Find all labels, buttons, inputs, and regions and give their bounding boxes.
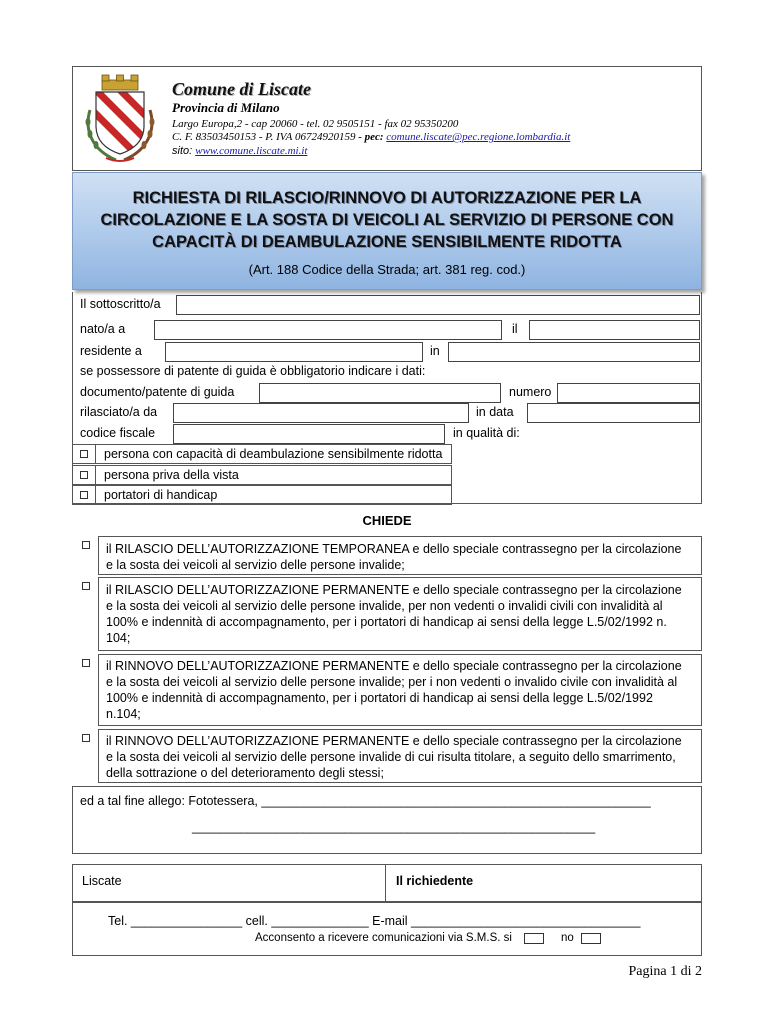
option-checkbox[interactable] [82,659,90,667]
website-line [172,145,307,157]
richiedente-label: Il richiedente [396,874,474,888]
numero-label: numero [509,385,552,399]
option-text [106,658,696,722]
qualita-label: portatori di handicap [104,488,218,502]
sms-no-checkbox[interactable] [581,933,601,944]
contact-box [72,902,702,956]
qualita-label: persona priva della vista [104,468,239,482]
residence-address-field[interactable] [448,342,700,362]
residente-label: residente a [80,344,142,358]
provincia-name: Provincia di Milano [172,100,280,115]
coat-of-arms-logo [80,74,160,164]
title-line-3: CAPACITÀ DI DEAMBULAZIONE SENSIBILMENTE RIDOTTA [152,233,622,251]
chiede-heading: CHIEDE [362,513,412,528]
documento-label: documento/patente di guida [80,385,235,399]
sottoscritto-field[interactable] [176,295,700,315]
pec-label: - pec: [355,131,387,143]
option-line: il RILASCIO DELL’AUTORIZZAZIONE PERMANENTE e dello speciale contrassegno per la circolazione [106,583,682,597]
option-line: e la sosta dei veicoli al servizio delle persone invalide di cui risulta titolare, a seguito dello smarrimento, [106,750,676,764]
qualita-checkbox[interactable] [80,450,88,458]
website-label: sito: [172,145,196,157]
numero-field[interactable] [557,383,700,403]
sms-yes-checkbox[interactable] [524,933,544,944]
option-line: il RINNOVO DELL’AUTORIZZAZIONE PERMANENTE e dello speciale contrassegno per la circolazione [106,734,682,748]
option-text [106,733,696,781]
option-line: e la sosta dei veicoli al servizio delle persone invalide; [106,558,405,572]
option-checkbox[interactable] [82,734,90,742]
option-line: il RINNOVO DELL’AUTORIZZAZIONE PERMANENTE e dello speciale contrassegno per la circolazione [106,659,682,673]
option-text [106,541,696,573]
sottoscritto-label: Il sottoscritto/a [80,297,161,311]
rilasciato-field[interactable] [173,403,469,423]
sms-consent-label: Acconsento a ricevere comunicazioni via S.M.S. si [255,932,512,944]
codice-fiscale-field[interactable] [173,424,445,444]
option-line: il RILASCIO DELL’AUTORIZZAZIONE TEMPORANEA e dello speciale contrassegno per la circolazione [106,542,682,556]
allego-line-2[interactable]: __________________________________________________________ [192,820,596,834]
nato-field[interactable] [154,320,502,340]
sms-no-label: no [561,932,574,944]
option-line: 104; [106,631,131,645]
option-line: 100% e indennità di accompagnamento, per i portatori di handicap ai sensi della legge L.5/02/1992 n. [106,615,667,629]
option-text [106,582,696,646]
issue-date-field[interactable] [527,403,700,423]
documento-field[interactable] [259,383,501,403]
option-checkbox[interactable] [82,541,90,549]
website-link[interactable]: www.comune.liscate.mi.it [195,145,308,157]
codice-fiscale-label: codice fiscale [80,426,156,440]
contact-line[interactable]: Tel. ________________ cell. ______________ E-mail _________________________________ [108,914,641,928]
pec-link[interactable]: comune.liscate@pec.regione.lombardia.it [386,131,571,143]
document-subtitle: (Art. 188 Codice della Strada; art. 381 reg. cod.) [248,262,526,277]
tax-line [172,131,570,143]
option-checkbox[interactable] [82,582,90,590]
option-line: della sottrazione o del deterioramento degli stessi; [106,766,384,780]
signature-box [72,864,702,902]
option-line: e la sosta dei veicoli al servizio delle persone invalide; per i non vedenti o invalido civile con invalidità al [106,675,678,689]
page-number: Pagina 1 di 2 [628,964,702,979]
in-label: in [430,344,440,358]
il-label: il [512,322,518,336]
in-data-label: in data [476,405,514,419]
patente-note: se possessore di patente di guida è obbligatorio indicare i dati: [80,364,426,378]
place-label: Liscate [82,874,122,888]
allego-line-1[interactable]: ed a tal fine allego: Fototessera, ________________________________________________________ [80,794,651,808]
comune-name: Comune di Liscate [172,79,311,99]
qualita-label: persona con capacità di deambulazione sensibilmente ridotta [104,447,443,461]
option-line: n.104; [106,707,141,721]
cf-piva: C. F. 83503450153 - P. IVA 06724920159 [172,131,356,143]
birth-date-field[interactable] [529,320,700,340]
title-line-1: RICHIESTA DI RILASCIO/RINNOVO DI AUTORIZZAZIONE PER LA [132,189,642,207]
qualita-checkbox[interactable] [80,471,88,479]
rilasciato-label: rilasciato/a da [80,405,158,419]
qualita-checkbox[interactable] [80,491,88,499]
address-line: Largo Europa,2 - cap 20060 - tel. 02 9505151 - fax 02 95350200 [172,118,459,130]
title-line-2: CIRCOLAZIONE E LA SOSTA DI VEICOLI AL SERVIZIO DI PERSONE CON [100,211,674,229]
nato-label: nato/a a [80,322,126,336]
document-title [78,187,696,253]
signature-divider [385,864,386,902]
in-qualita-label: in qualità di: [453,426,520,440]
option-line: e la sosta dei veicoli al servizio delle persone invalide, per non vedenti o invalidi civili con invalidità al [106,599,663,613]
residente-field[interactable] [165,342,423,362]
option-line: 100% e indennità di accompagnamento, per i portatori di handicap ai sensi della legge L.5/02/1992 [106,691,653,705]
